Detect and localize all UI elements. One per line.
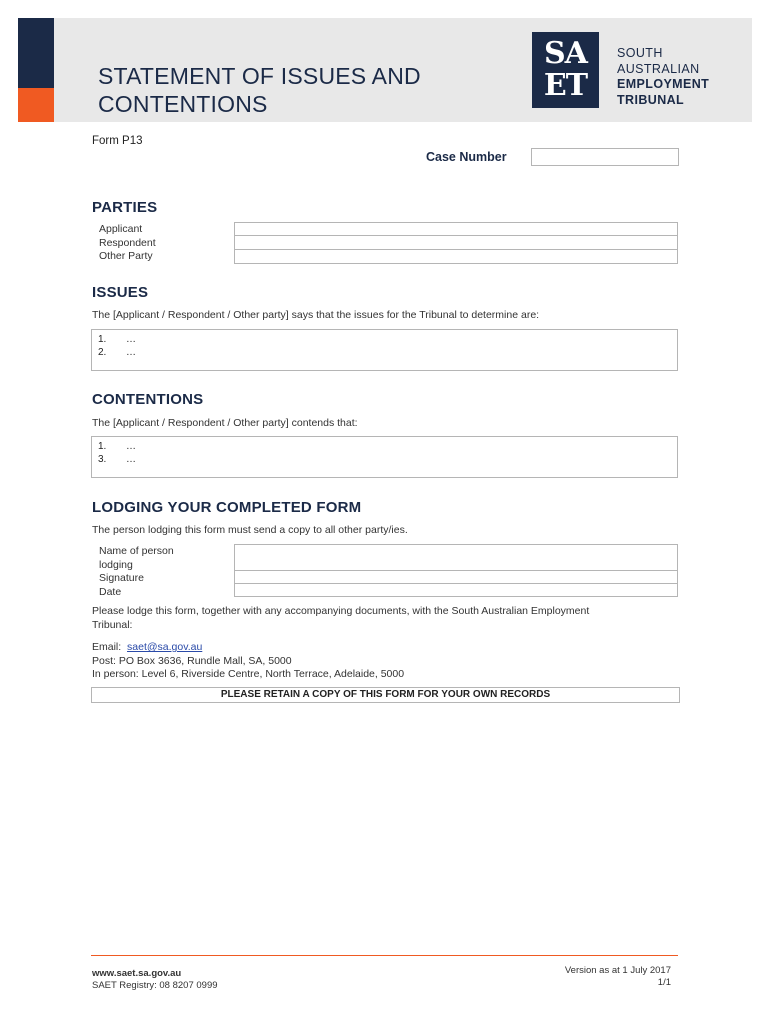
case-number-label: Case Number (426, 150, 507, 164)
label-date: Date (99, 585, 122, 598)
lodging-instructions (92, 605, 589, 632)
applicant-field[interactable] (234, 222, 678, 236)
saet-logo-wordmark (617, 46, 709, 108)
email-row (92, 641, 404, 655)
lodging-labels (99, 545, 174, 599)
party-label-respondent: Respondent (99, 236, 156, 249)
issues-item-number: 2. (98, 347, 107, 358)
contentions-item-text: … (126, 441, 136, 452)
party-label-other: Other Party (99, 250, 153, 262)
contentions-item (98, 440, 671, 453)
lodging-instructions-line-2: Tribunal: (92, 618, 133, 631)
issues-item (98, 346, 671, 359)
issues-item-text: … (126, 347, 136, 358)
lodging-intro: The person lodging this form must send a copy to all other party/ies. (92, 524, 408, 536)
issues-item-text: … (126, 334, 136, 345)
page-title (98, 62, 518, 118)
logo-text-south: SOUTH (617, 46, 663, 60)
logo-mark-line-1: SA (544, 36, 587, 71)
contentions-textbox[interactable] (91, 436, 678, 478)
label-signature: Signature (99, 572, 144, 584)
in-person-address: In person: Level 6, Riverside Centre, North Terrace, Adelaide, 5000 (92, 668, 405, 680)
contentions-intro: The [Applicant / Respondent / Other party] contends that: (92, 417, 358, 429)
footer-rule (91, 955, 678, 956)
party-label-applicant: Applicant (99, 223, 143, 235)
header-navy-accent (18, 18, 54, 88)
page-title-line-1: STATEMENT OF ISSUES AND (98, 63, 421, 89)
logo-text-australian: AUSTRALIAN (617, 61, 700, 76)
signature-field[interactable] (234, 571, 678, 584)
lodging-contact (92, 641, 404, 682)
logo-mark-line-2: ET (543, 68, 588, 103)
issues-textbox[interactable] (91, 329, 678, 371)
logo-text-employment: EMPLOYMENT (617, 77, 710, 91)
lodging-instructions-line-1: Please lodge this form, together with any accompanying documents, with the South Australian Employment (92, 605, 590, 617)
date-field[interactable] (234, 584, 678, 597)
contentions-item (98, 453, 671, 466)
label-name-of-person-line-2: lodging (99, 558, 133, 571)
parties-labels (99, 223, 156, 264)
name-of-person-field[interactable] (234, 544, 678, 571)
lodging-heading: LODGING YOUR COMPLETED FORM (92, 499, 362, 516)
contentions-item-text: … (126, 454, 136, 465)
other-party-field[interactable] (234, 250, 678, 264)
saet-logo-mark (532, 32, 599, 108)
contentions-item-number: 3. (98, 454, 107, 465)
issues-heading: ISSUES (92, 284, 149, 301)
label-name-of-person-line-1: Name of person (99, 545, 174, 557)
footer-registry: SAET Registry: 08 8207 0999 (92, 980, 218, 991)
page-title-line-2: CONTENTIONS (98, 91, 268, 117)
form-number: Form P13 (92, 135, 143, 147)
footer-version: Version as at 1 July 2017 (564, 965, 671, 976)
contentions-heading: CONTENTIONS (92, 391, 204, 408)
header-orange-accent (18, 88, 54, 122)
contentions-item-number: 1. (98, 441, 107, 452)
email-label: Email: (92, 641, 122, 653)
retain-notice: PLEASE RETAIN A COPY OF THIS FORM FOR YOUR OWN RECORDS (91, 687, 680, 703)
issues-item-number: 1. (98, 334, 107, 345)
footer-right (520, 965, 671, 989)
footer-website[interactable]: www.saet.sa.gov.au (92, 968, 182, 979)
logo-text-tribunal: TRIBUNAL (617, 92, 685, 107)
case-number-field[interactable] (531, 148, 679, 166)
issues-intro: The [Applicant / Respondent / Other party] says that the issues for the Tribunal to determine are: (92, 309, 540, 321)
parties-heading: PARTIES (92, 199, 158, 216)
post-address: Post: PO Box 3636, Rundle Mall, SA, 5000 (92, 654, 292, 667)
footer-page-number: 1/1 (657, 977, 671, 988)
respondent-field[interactable] (234, 236, 678, 250)
footer-left (92, 968, 218, 992)
issues-item (98, 333, 671, 346)
email-link[interactable]: saet@sa.gov.au (127, 641, 203, 653)
